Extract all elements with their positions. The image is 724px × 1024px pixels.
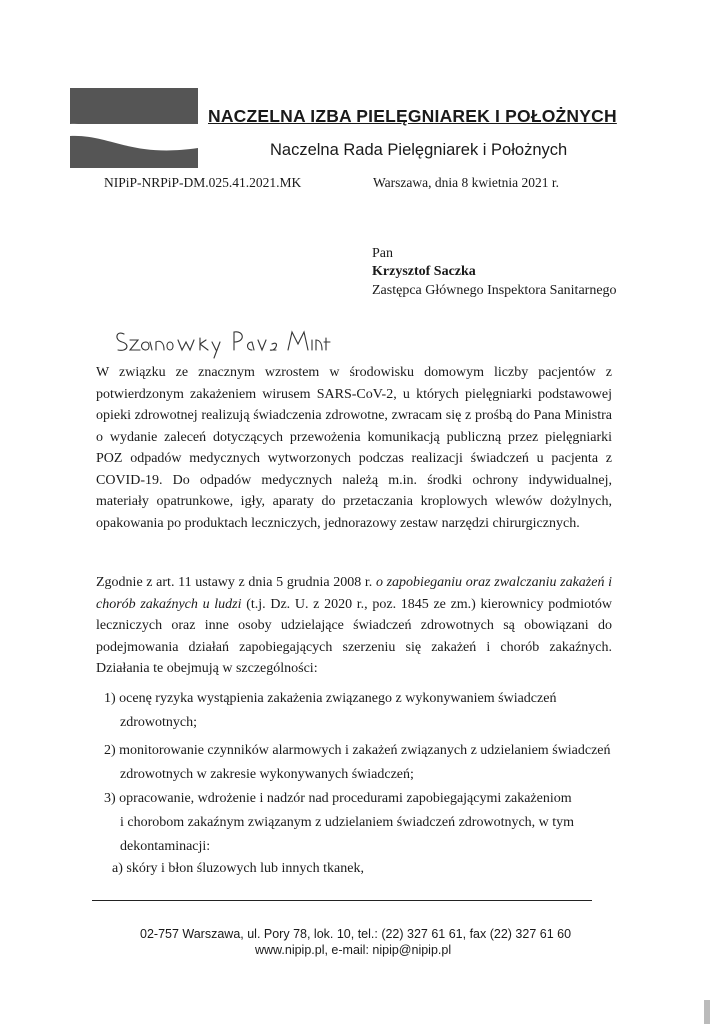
body-paragraph-2 [96, 572, 612, 680]
footer-contact: www.nipip.pl, e-mail: nipip@nipip.pl [255, 943, 452, 957]
act-title: o zapobieganiu oraz zwalczaniu zakażeń i chorób zakaźnych u ludzi [96, 575, 613, 612]
footer-address: 02-757 Warszawa, ul. Pory 78, lok. 10, tel.: (22) 327 61 61, fax (22) 327 61 60 [140, 927, 572, 941]
recipient-title: Pan [372, 246, 393, 261]
list-item [104, 739, 612, 787]
list-item [104, 787, 612, 859]
footer-divider [92, 900, 592, 901]
recipient-name: Krzysztof Saczka [372, 264, 476, 279]
recipient-position: Zastępca Głównego Inspektora Sanitarnego [372, 283, 617, 298]
sub-list-item: a) skóry i błon śluzowych lub innych tkanek, [112, 861, 364, 876]
list-item-continuation: zdrowotnych w zakresie wykonywanych świadczeń; [120, 767, 414, 782]
paragraph-2-start: Zgodnie z art. 11 ustawy z dnia 5 grudnia 2008 r. [96, 575, 376, 590]
reference-number: NIPiP-NRPiP-DM.025.41.2021.MK [104, 175, 302, 190]
body-paragraph-1: W związku ze znacznym wzrostem w środowisku domowym liczby pacjentów z potwierdzonym zakażeniem wirusem SARS-CoV-2, u których pielęgniarki podstawowej opieki zdrowotnej realizują świadczenia zdrowotne, zwracam się z prośbą do Pana Ministra o wydanie zaleceń dotyczących przewożenia komunikacją publiczną przez pielęgniarki POZ odpadów medycznych wytworzonych podczas realizacji świadczeń u pacjenta z COVID-19. Do odpadów medycznych należą m.in. środki ochrony indywidualnej, materiały opatrunkowe, igły, aparaty do przetaczania kroplowych wlewów dożylnych, opakowania po produktach leczniczych, jednorazowy zestaw narzędzi chirurgicznych. [96, 365, 612, 531]
handwritten-salutation [112, 320, 332, 360]
list-item-continuation: zdrowotnych; [120, 715, 197, 730]
letter-date: Warszawa, dnia 8 kwietnia 2021 r. [373, 175, 559, 190]
list-item [104, 687, 612, 735]
wave-logo-icon [70, 88, 198, 168]
scan-edge-mark [704, 1000, 710, 1024]
list-item-first-line: 1) ocenę ryzyka wystąpienia zakażenia związanego z wykonywaniem świadczeń [104, 691, 557, 706]
list-item-first-line: 3) opracowanie, wdrożenie i nadzór nad procedurami zapobiegającymi zakażeniom [104, 791, 572, 806]
list-item-continuation: i chorobom zakaźnym związanym z udzielaniem świadczeń zdrowotnych, w tym dekontaminacji: [120, 815, 575, 854]
paragraph-2-end: (t.j. Dz. U. z 2020 r., poz. 1845 ze zm.) kierownicy podmiotów leczniczych oraz inne osoby udzielające świadczeń zdrowotnych są obowiązani do podejmowania działań zapobiegających szerzeniu się zakażeń i chorób zakaźnych. Działania te obejmują w szczególności: [96, 596, 612, 676]
org-name: NACZELNA IZBA PIELĘGNIAREK I POŁOŻNYCH [208, 106, 617, 126]
council-name: Naczelna Rada Pielęgniarek i Położnych [270, 141, 568, 159]
list-item-first-line: 2) monitorowanie czynników alarmowych i zakażeń związanych z udzielaniem świadczeń [104, 743, 611, 758]
